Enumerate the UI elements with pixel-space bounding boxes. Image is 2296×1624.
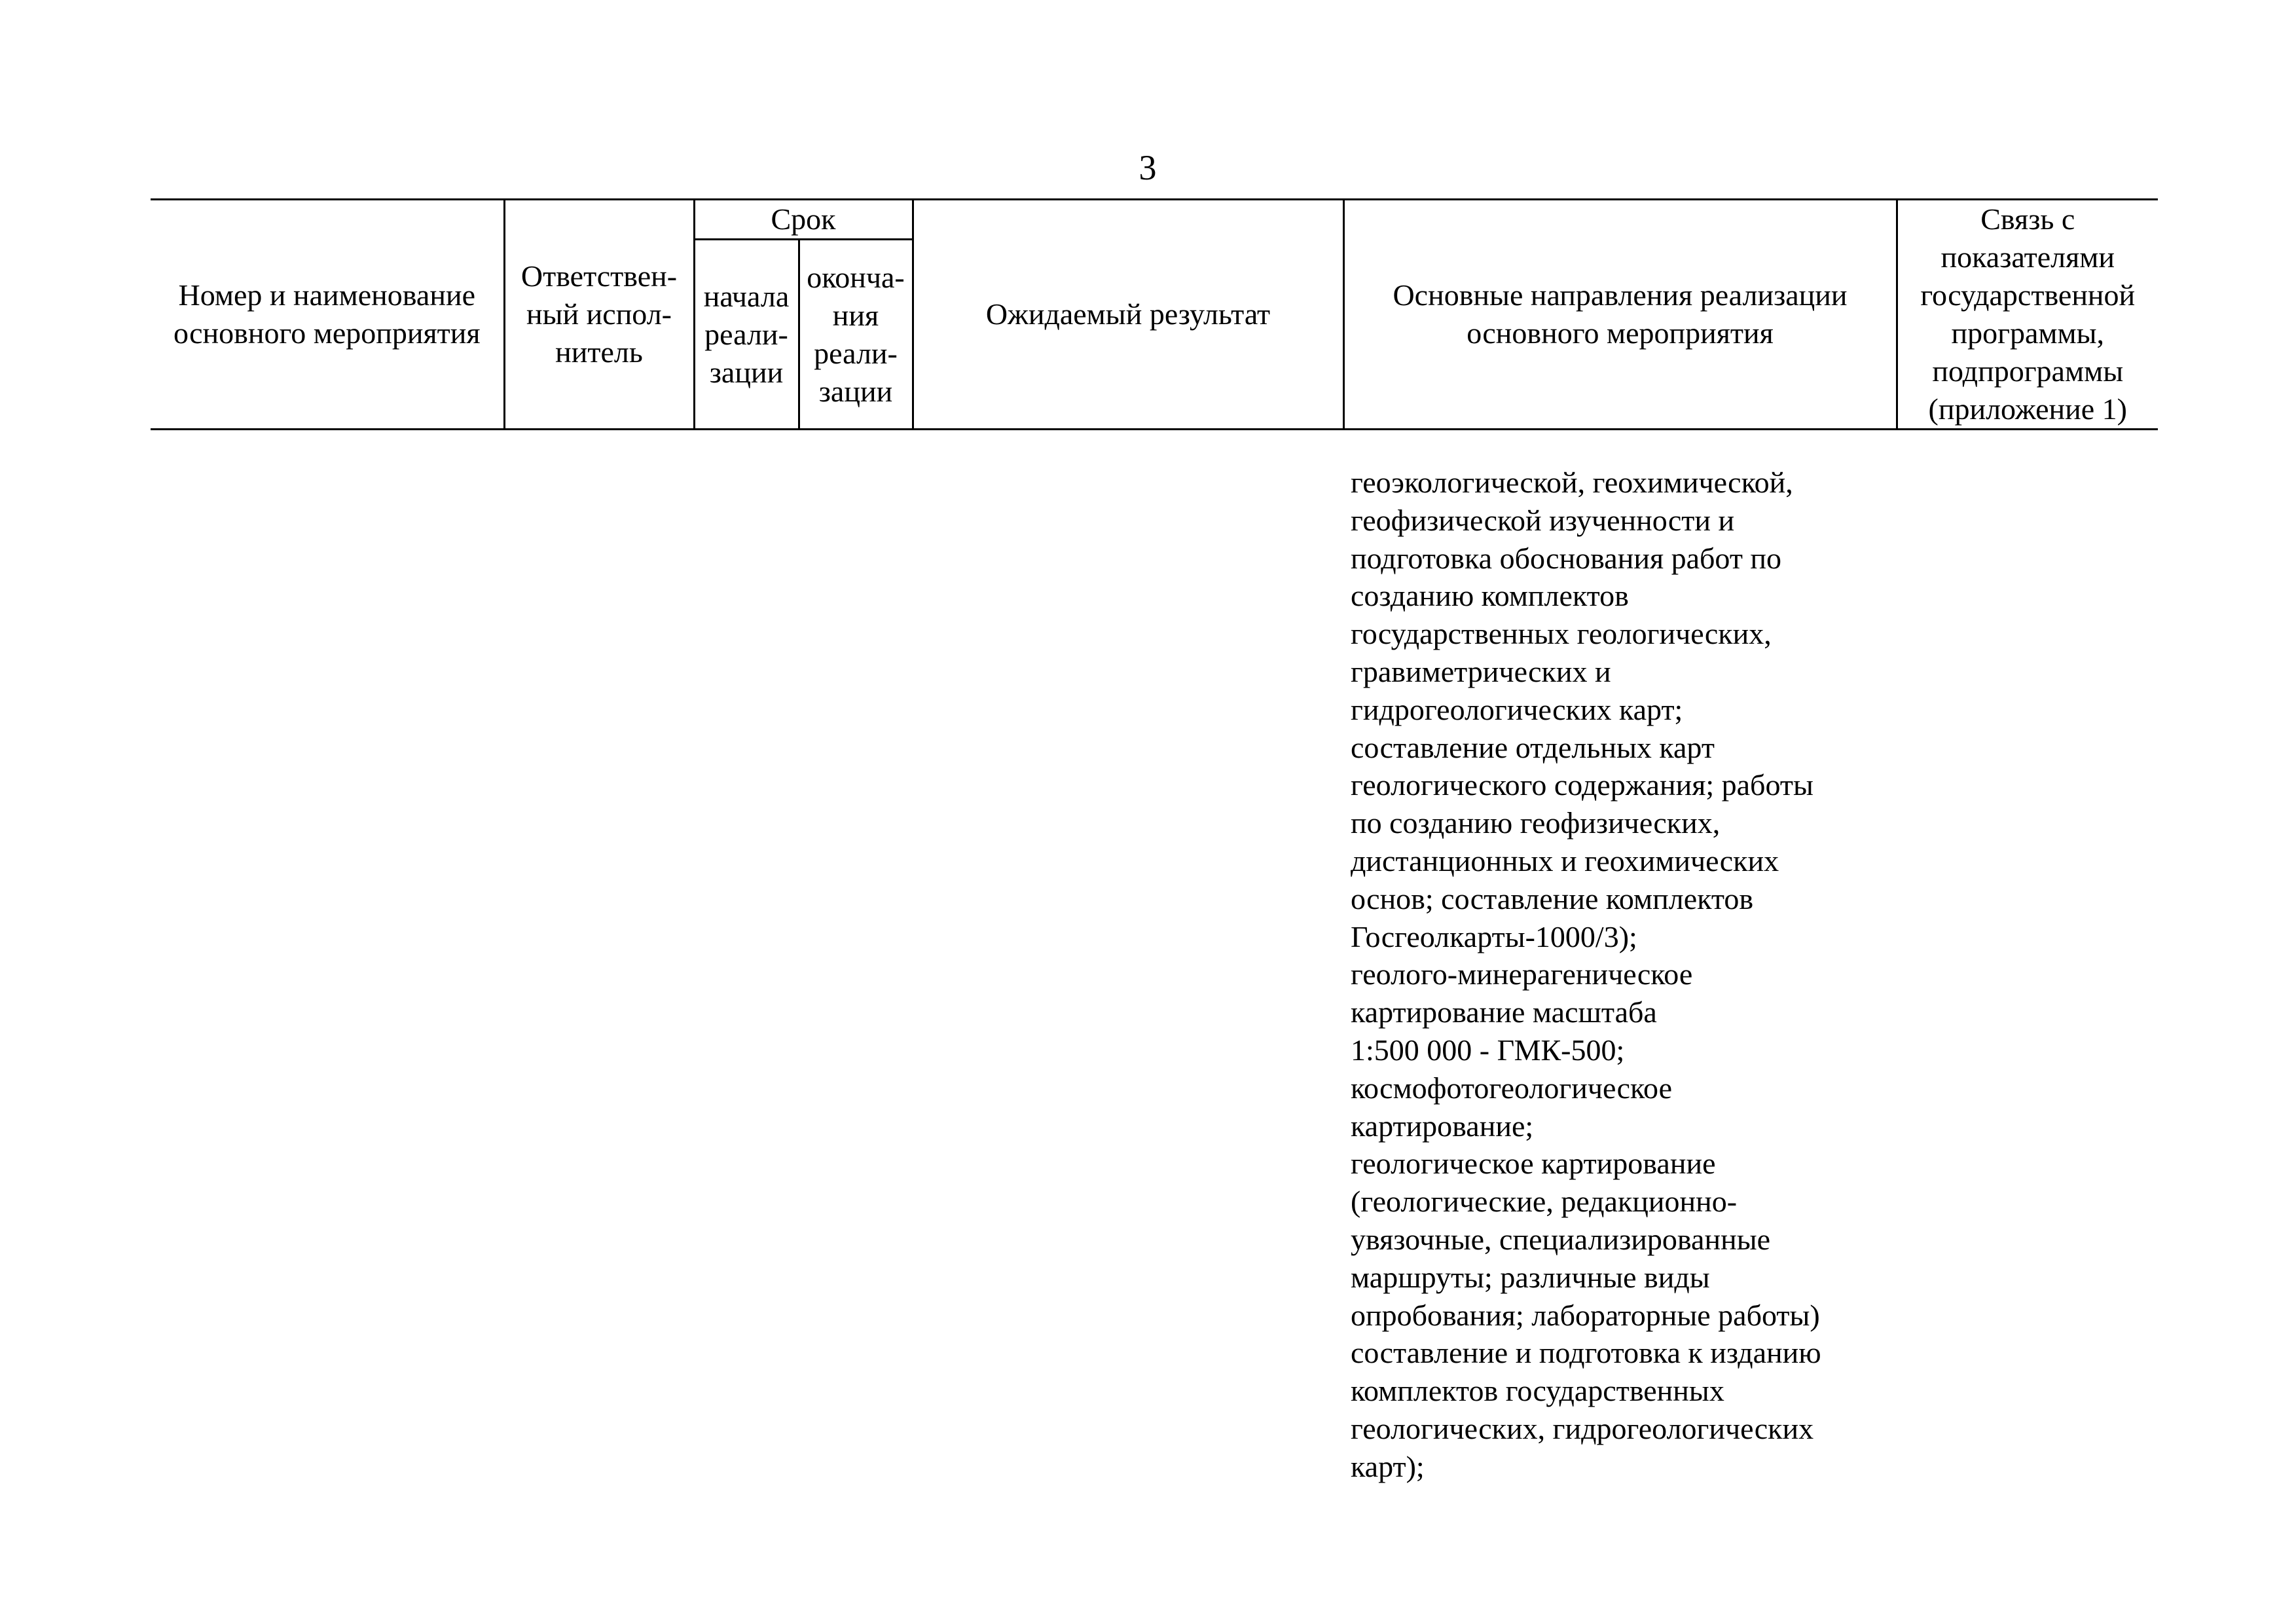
text-line: комплектов государственных: [1351, 1374, 1724, 1408]
column-header-link-line: государственной: [1920, 278, 2136, 312]
text-line: геологических, гидрогеологических: [1351, 1411, 1814, 1445]
column-header-start-line: начала: [703, 279, 790, 313]
column-header-link: [1897, 200, 2158, 430]
column-header-result: Ожидаемый результат: [913, 200, 1343, 430]
column-header-end-line: зации: [818, 374, 893, 408]
column-header-start-line: реали-: [704, 317, 788, 351]
text-line: опробования; лабораторные работы): [1351, 1298, 1820, 1332]
column-header-executor-line: нитель: [555, 335, 643, 369]
column-header-event: [151, 200, 504, 430]
text-line: геологического содержания; работы: [1351, 768, 1813, 802]
text-line: составление и подготовка к изданию: [1351, 1336, 1821, 1370]
text-line: гидрогеологических карт;: [1351, 692, 1683, 726]
column-header-link-line: (приложение 1): [1928, 392, 2127, 426]
page-number: 3: [1139, 148, 1157, 187]
text-line: космофотогеологическое: [1351, 1071, 1672, 1105]
column-header-event-line: основного мероприятия: [173, 316, 481, 350]
text-line: государственных геологических,: [1351, 617, 1772, 651]
column-header-executor: [504, 200, 694, 430]
column-header-directions: [1343, 200, 1897, 430]
column-header-event-line: Номер и наименование: [178, 278, 475, 312]
column-header-directions-line: основного мероприятия: [1467, 316, 1774, 350]
directions-text: [1351, 464, 2005, 1486]
text-line: подготовка обоснования работ по: [1351, 541, 1782, 575]
text-line: увязочные, специализированные: [1351, 1222, 1771, 1256]
column-header-executor-line: ный испол-: [526, 297, 672, 331]
text-line: маршруты; различные виды: [1351, 1260, 1710, 1294]
text-line: геолого-минерагеническое: [1351, 957, 1693, 991]
column-header-directions-line: Основные направления реализации: [1393, 278, 1848, 312]
text-line: геоэкологической, геохимической,: [1351, 466, 1793, 499]
text-line: (геологические, редакционно-: [1351, 1185, 1738, 1219]
text-line: Госгеолкарты-1000/3);: [1351, 919, 1637, 953]
column-header-start-line: зации: [709, 355, 784, 389]
column-header-link-line: Связь с: [1980, 202, 2075, 236]
column-header-executor-line: Ответствен-: [520, 259, 678, 293]
text-line: гравиметрических и: [1351, 654, 1611, 688]
text-line: 1:500 000 - ГМК-500;: [1351, 1033, 1625, 1067]
text-line: по созданию геофизических,: [1351, 806, 1721, 840]
text-line: карт);: [1351, 1449, 1425, 1483]
text-line: картирование масштаба: [1351, 995, 1657, 1029]
column-header-end-line: реали-: [814, 336, 898, 370]
text-line: основ; составление комплектов: [1351, 881, 1754, 915]
column-header-term: Срок: [694, 200, 913, 240]
text-line: дистанционных и геохимических: [1351, 843, 1779, 877]
column-header-end-line: оконча-: [807, 260, 905, 294]
text-line: составление отдельных карт: [1351, 730, 1715, 764]
column-header-link-line: подпрограммы: [1932, 354, 2124, 388]
text-line: геологическое картирование: [1351, 1147, 1716, 1181]
table-header: [151, 198, 2158, 430]
column-header-link-line: программы,: [1951, 316, 2105, 350]
column-header-link-line: показателями: [1941, 240, 2115, 274]
column-header-end: [799, 240, 913, 430]
text-line: картирование;: [1351, 1109, 1534, 1143]
text-line: созданию комплектов: [1351, 579, 1629, 613]
column-header-end-line: ния: [832, 298, 879, 332]
text-line: геофизической изученности и: [1351, 503, 1735, 537]
column-header-start: [694, 240, 799, 430]
